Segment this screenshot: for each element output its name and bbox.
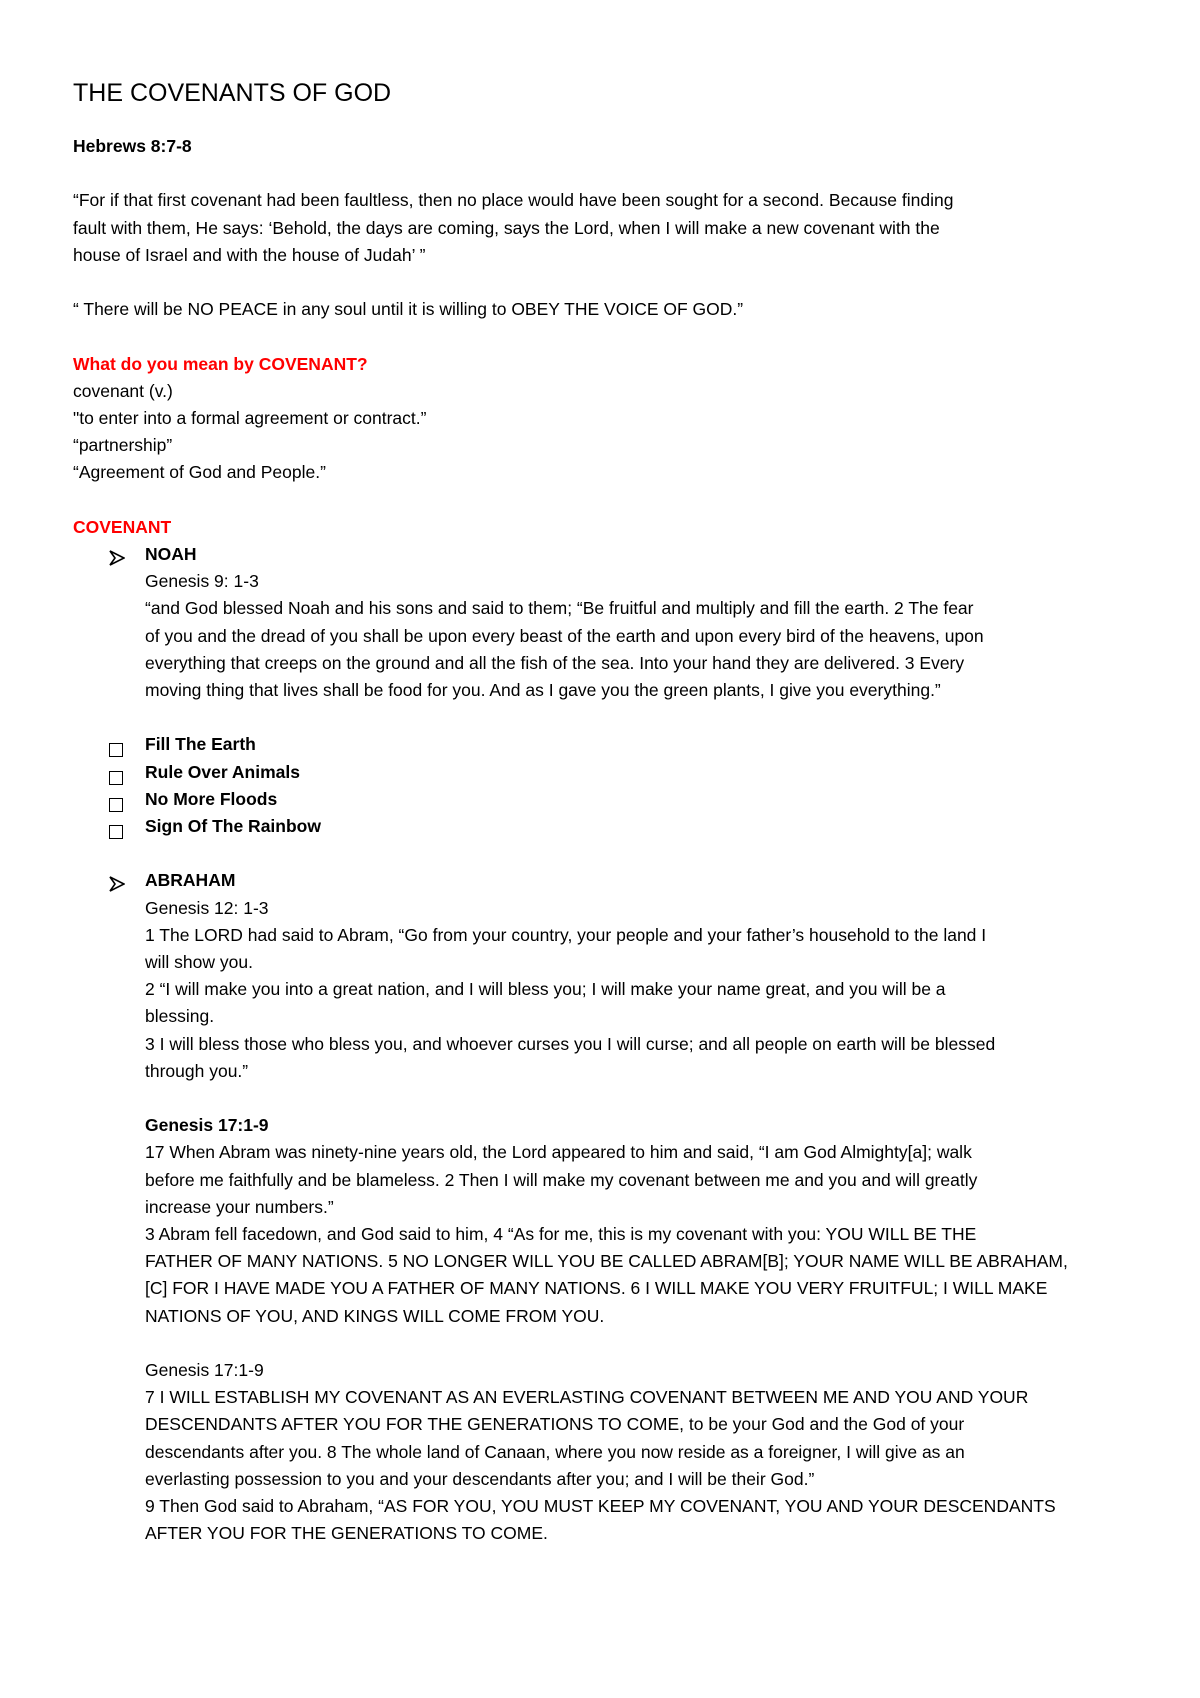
noah-line: moving thing that lives shall be food for you. And as I gave you the green plants, I give you everything.” xyxy=(145,680,941,700)
abraham-line: 7 I WILL ESTABLISH MY COVENANT AS AN EVERLASTING COVENANT BETWEEN ME AND YOU AND YOUR xyxy=(145,1387,1029,1408)
checklist-label: Fill The Earth xyxy=(145,734,256,755)
checklist-item xyxy=(73,759,1143,786)
noah-line: “and God blessed Noah and his sons and said to them; “Be fruitful and multiply and fill the earth. 2 The fear xyxy=(145,598,974,619)
abraham-section xyxy=(73,867,1143,894)
definition-line: covenant (v.) xyxy=(73,380,173,401)
checklist-item xyxy=(73,786,1143,813)
abraham-line: through you.” xyxy=(145,1060,249,1081)
abraham-line: [C] FOR I HAVE MADE YOU A FATHER OF MANY NATIONS. 6 I WILL MAKE YOU VERY FRUITFUL; I WILL MAKE xyxy=(145,1278,1048,1299)
definition-section xyxy=(73,351,1143,487)
definition-line: "to enter into a formal agreement or contract.” xyxy=(73,407,427,428)
abraham-line: 17 When Abram was ninety-nine years old, the Lord appeared to him and said, “I am God Almighty[a]; walk xyxy=(145,1142,972,1163)
noah-body xyxy=(73,568,1143,704)
noah-name: NOAH xyxy=(145,543,197,564)
noah-section xyxy=(73,541,1143,568)
abraham-line: will show you. xyxy=(145,952,253,972)
abraham-line: DESCENDANTS AFTER YOU FOR THE GENERATIONS TO COME, to be your God and the God of your xyxy=(145,1414,965,1435)
abraham-line: before me faithfully and be blameless. 2 Then I will make my covenant between me and you and will greatly xyxy=(145,1169,978,1190)
hebrews-verse xyxy=(73,187,1143,269)
abraham-reference: Genesis 17:1-9 xyxy=(145,1360,264,1381)
document-page xyxy=(73,76,1143,1547)
covenant-heading: COVENANT xyxy=(73,516,172,537)
abraham-line: 1 The LORD had said to Abram, “Go from your country, your people and your father’s household to the land I xyxy=(145,924,987,945)
definition-line: “partnership” xyxy=(73,435,173,456)
checklist-item xyxy=(73,813,1143,840)
page-title: THE COVENANTS OF GOD xyxy=(73,79,392,107)
noah-reference: Genesis 9: 1-3 xyxy=(145,571,259,592)
hebrews-reference: Hebrews 8:7-8 xyxy=(73,136,192,156)
arrowhead-bullet-icon xyxy=(109,867,131,894)
checkbox-icon xyxy=(109,731,131,758)
checklist-label: Rule Over Animals xyxy=(145,761,300,782)
abraham-line: NATIONS OF YOU, AND KINGS WILL COME FROM YOU. xyxy=(145,1305,605,1326)
arrowhead-bullet-icon xyxy=(109,541,131,568)
abraham-reference: Genesis 12: 1-3 xyxy=(145,897,269,918)
abraham-line: 3 I will bless those who bless you, and whoever curses you I will curse; and all people on earth will be blessed xyxy=(145,1033,996,1054)
quote: “ There will be NO PEACE in any soul until it is willing to OBEY THE VOICE OF GOD.” xyxy=(73,299,744,320)
abraham-line: blessing. xyxy=(145,1006,215,1027)
abraham-line: 3 Abram fell facedown, and God said to him, 4 “As for me, this is my covenant with you: YOU WILL BE THE xyxy=(145,1224,977,1245)
abraham-line: 2 “I will make you into a great nation, and I will bless you; I will make your name great, and you will be a xyxy=(145,979,946,1000)
checkbox-icon xyxy=(109,786,131,813)
abraham-name: ABRAHAM xyxy=(145,870,236,891)
verse-line: house of Israel and with the house of Judah’ ” xyxy=(73,244,426,265)
abraham-line: everlasting possession to you and your descendants after you; and I will be their God.” xyxy=(145,1468,815,1489)
noah-line: of you and the dread of you shall be upon every beast of the earth and upon every bird of the heavens, upon xyxy=(145,625,984,646)
abraham-body xyxy=(73,895,1143,1548)
abraham-line: increase your numbers.” xyxy=(145,1196,334,1217)
noah-line: everything that creeps on the ground and all the fish of the sea. Into your hand they are delivered. 3 Every xyxy=(145,652,965,673)
checklist-item xyxy=(73,731,1143,758)
checkbox-icon xyxy=(109,759,131,786)
abraham-line: FATHER OF MANY NATIONS. 5 NO LONGER WILL YOU BE CALLED ABRAM[B]; YOUR NAME WILL BE ABRAHAM, xyxy=(145,1251,1068,1272)
verse-line: “For if that first covenant had been faultless, then no place would have been sought for a second. Because finding xyxy=(73,190,954,211)
noah-checklist xyxy=(73,731,1143,840)
abraham-line: descendants after you. 8 The whole land of Canaan, where you now reside as a foreigner, I will give as an xyxy=(145,1441,965,1462)
definition-line: “Agreement of God and People.” xyxy=(73,462,326,483)
checklist-label: Sign Of The Rainbow xyxy=(145,816,321,836)
checklist-label: No More Floods xyxy=(145,788,278,809)
definition-heading: What do you mean by COVENANT? xyxy=(73,353,368,374)
abraham-line: AFTER YOU FOR THE GENERATIONS TO COME. xyxy=(145,1523,548,1544)
abraham-reference: Genesis 17:1-9 xyxy=(145,1115,269,1136)
verse-line: fault with them, He says: ‘Behold, the days are coming, says the Lord, when I will make a new covenant with the xyxy=(73,217,940,238)
abraham-line: 9 Then God said to Abraham, “AS FOR YOU, YOU MUST KEEP MY COVENANT, YOU AND YOUR DESCENDANTS xyxy=(145,1496,1056,1517)
checkbox-icon xyxy=(109,813,131,840)
